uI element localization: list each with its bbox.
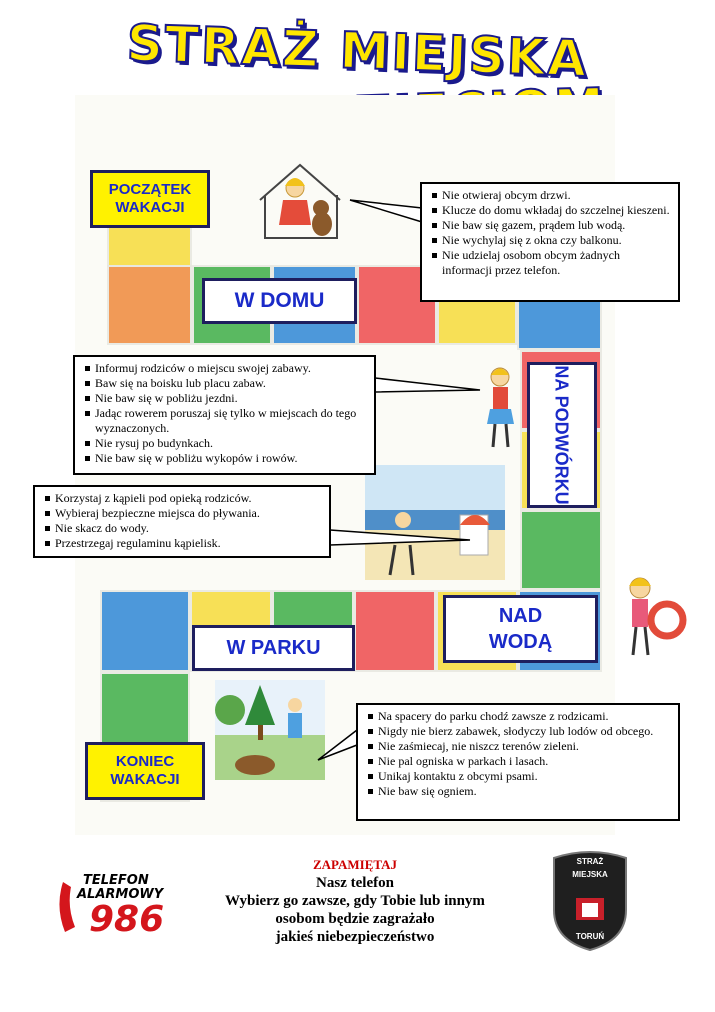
rule-item: Unikaj kontaktu z obcymi psami. [378,769,670,784]
rules-park-list [366,709,670,799]
phone-logo-top: TELEFON [83,873,149,888]
rules-park-box [356,703,680,821]
emergency-phone-logo [55,872,180,947]
rule-item: Przestrzegaj regulaminu kąpielisk. [55,536,321,551]
footer-line-1: Nasz telefon [316,875,394,891]
rules-water-box [33,485,331,558]
rule-item: Nigdy nie bierz zabawek, słodyczy lub lodów od obcego. [378,724,670,739]
rule-item: Nie otwieraj obcym drzwi. [442,188,670,203]
city-guard-badge [548,848,632,952]
phone-number: 986 [89,899,165,940]
end-label: KONIEC WAKACJI [85,742,205,800]
phone-icon [55,877,85,937]
rule-item: Nie skacz do wody. [55,521,321,536]
home-label: W DOMU [202,278,357,324]
start-label: POCZĄTEK WAKACJI [90,170,210,228]
rule-item: Klucze do domu wkładaj do szczelnej kieszeni. [442,203,670,217]
footer-line-2: Wybierz go zawsze, gdy Tobie lub innym [225,893,485,909]
rule-item: Nie pal ogniska w parkach i lasach. [378,754,670,769]
rule-item: Nie udzielaj osobom obcym żadnych informacji przez telefon. [442,248,670,278]
footer-line-3: osobom będzie zagrażało [275,911,435,927]
rule-item: Nie baw się w pobliżu wykopów i rowów. [95,451,366,466]
phone-logo-mid: ALARMOWY [77,887,164,902]
rules-yard-list [83,361,366,466]
badge-mid-text: MIEJSKA [572,870,608,879]
rule-item: Wybieraj bezpieczne miejsca do pływania. [55,506,321,521]
rule-item: Nie wychylaj się z okna czy balkonu. [442,233,670,248]
rule-item: Baw się na boisku lub placu zabaw. [95,376,366,391]
rule-item: Nie baw się ogniem. [378,784,670,799]
yard-label-text: NA PODWÓRKU [552,365,573,505]
rule-item: Nie zaśmiecaj, nie niszcz terenów zieleni. [378,739,670,754]
park-label: W PARKU [192,625,355,671]
rules-water-list [43,491,321,551]
rules-yard-box [73,355,376,475]
badge-top-text: STRAŻ [576,857,604,866]
rules-home-box [420,182,680,302]
rule-item: Informuj rodziców o miejscu swojej zabawy. [95,361,366,376]
rule-item: Jadąc rowerem poruszaj się tylko w miejscach do tego wyznaczonych. [95,406,366,436]
badge-bottom-text: TORUŃ [575,932,605,941]
rule-item: Nie rysuj po budynkach. [95,436,366,451]
water-label: NAD WODĄ [443,595,598,663]
rule-item: Na spacery do parku chodź zawsze z rodzicami. [378,709,670,724]
rules-home-list [430,188,670,278]
footer-message [200,856,510,946]
footer-line-4: jakieś niebezpieczeństwo [275,929,435,945]
rule-item: Nie baw się w pobliżu jezdni. [95,391,366,406]
remember-heading: ZAPAMIĘTAJ [312,857,398,872]
title-line-1: STRAŻ MIEJSKA [125,13,590,89]
rule-item: Korzystaj z kąpieli pod opieką rodziców. [55,491,321,506]
rule-item: Nie baw się gazem, prądem lub wodą. [442,218,670,233]
